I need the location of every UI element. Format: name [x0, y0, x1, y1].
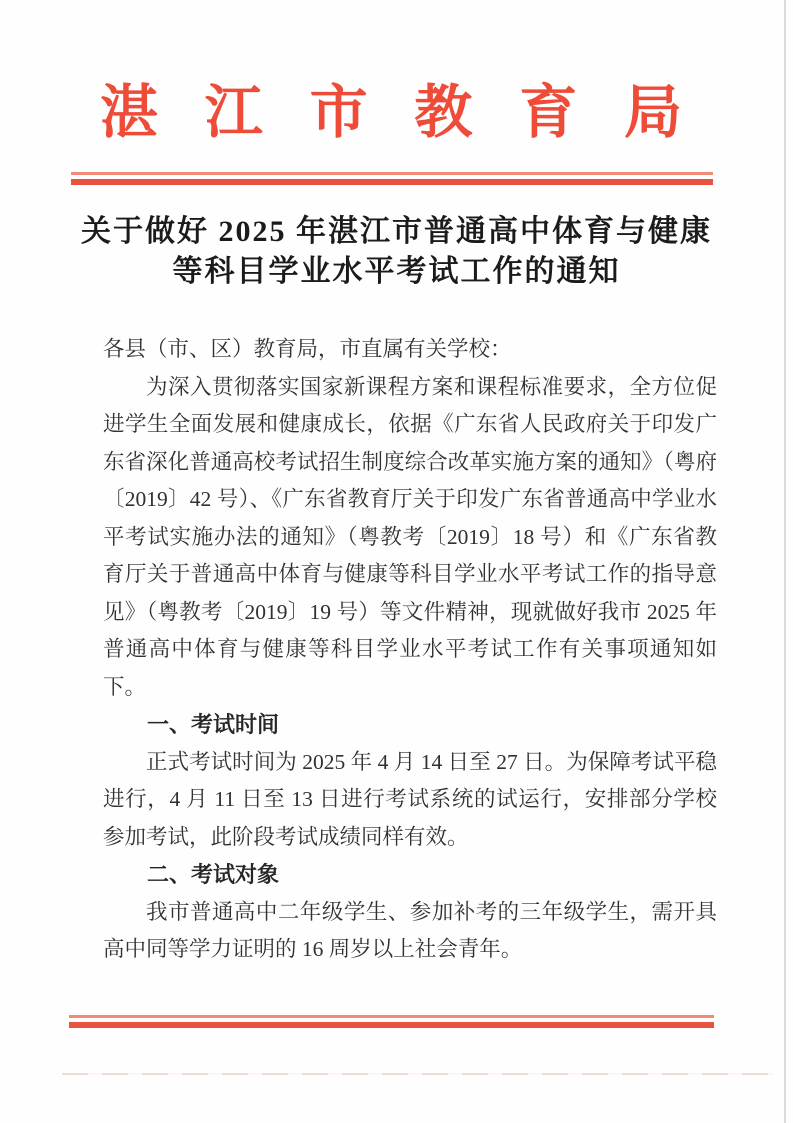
- divider-thick-line: [71, 179, 713, 185]
- agency-header-char: 湛: [100, 80, 159, 145]
- scan-artifact-faint-line: [62, 1073, 774, 1075]
- paragraph-1: 为深入贯彻落实国家新课程方案和课程标准要求，全方位促进学生全面发展和健康成长，依据《广东省人民政府关于印发广东省深化普通高校考试招生制度综合改革实施方案的通知》（粤府〔2019〕42 号）、《广东省教育厅关于印发广东省普通高中学业水平考试实施办法的通知》（粤教考〔2019〕18 号）和《广东省教育厅关于普通高中体育与健康等科目学业水平考试工作的指导意见》（粤教考〔2019〕19 号）等文件精神，现就做好我市 2025 年普通高中体育与健康等科目学业水平考试工作有关事项通知如下。: [103, 374, 717, 699]
- agency-header-char: 江: [204, 80, 263, 145]
- red-divider-top: [71, 172, 713, 185]
- paragraph-2: 正式考试时间为 2025 年 4 月 14 日至 27 日。为保障考试平稳进行，4 月 11 日至 13 日进行考试系统的试运行，安排部分学校参加考试，此阶段考试成绩同样有效。: [103, 749, 717, 849]
- document-title-line-1: 关于做好 2025 年湛江市普通高中体育与健康: [81, 215, 712, 248]
- scan-edge-shadow-line: [784, 0, 786, 1123]
- divider-thick-line: [69, 1022, 714, 1028]
- section-2-heading: 二、考试对象: [147, 862, 280, 887]
- red-divider-bottom: [69, 1015, 714, 1028]
- document-title: [0, 212, 793, 292]
- agency-header-char: 教: [414, 80, 473, 145]
- document-body: [103, 331, 717, 969]
- salutation-line: 各县（市、区）教育局，市直属有关学校：: [103, 337, 512, 361]
- agency-header-char: 市: [309, 80, 368, 145]
- document-title-line-2: 等科目学业水平考试工作的通知: [172, 255, 621, 288]
- agency-header: [100, 82, 682, 144]
- section-1-heading: 一、考试时间: [147, 712, 280, 737]
- paragraph-3: 我市普通高中二年级学生、参加补考的三年级学生，需开具高中同等学力证明的 16 周岁以上社会青年。: [103, 899, 717, 961]
- agency-header-char: 局: [623, 80, 682, 145]
- agency-header-char: 育: [519, 80, 578, 145]
